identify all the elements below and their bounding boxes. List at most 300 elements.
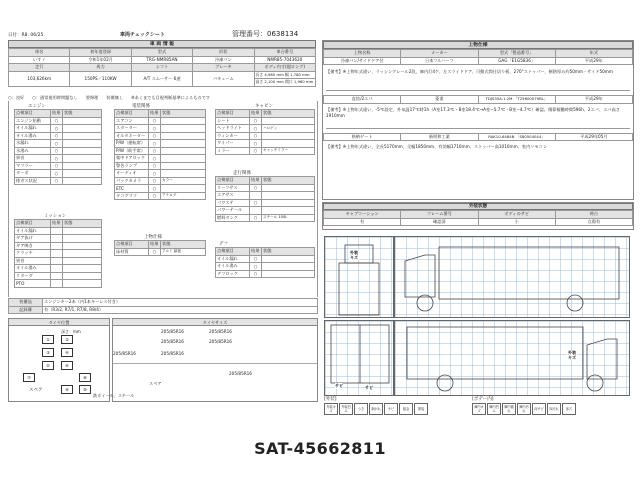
truck-top-view-left [325, 237, 395, 319]
engine-note [63, 117, 102, 125]
mission-result[interactable] [51, 250, 63, 258]
outer-legend-box: サビ [384, 403, 398, 415]
running-result[interactable]: ○ [250, 199, 262, 207]
legend-good: ○：良好 [8, 95, 25, 100]
cabin-note [262, 117, 315, 125]
mgmt-no-label: 管理番号： [232, 30, 267, 38]
mission-row [15, 265, 102, 273]
cabin-row [216, 117, 315, 125]
mission-row [15, 235, 102, 243]
outer-legend-box: 外装凹み [339, 403, 353, 415]
engine-row [15, 155, 102, 163]
remarks-equip-value: エンジンキー2本（内1本キーレス付き） [43, 299, 318, 307]
vi-h-mileage: 走行 [9, 64, 70, 72]
outer-legend-box: 外装キズ [324, 403, 338, 415]
mission-item: リターダ [15, 272, 51, 280]
exterior-panel [322, 202, 634, 230]
mission-row [15, 242, 102, 250]
mission-col-result: 結果 [51, 220, 63, 228]
running-col-item: 点検項目 [216, 177, 250, 185]
diff-col-result: 結果 [250, 248, 262, 256]
engine-row [15, 125, 102, 133]
mission-col-state: 状態 [63, 220, 102, 228]
cooler-maker: 菱重 [401, 96, 478, 104]
electrical-block [114, 103, 206, 200]
engine-result[interactable]: ○ [51, 132, 63, 140]
mission-result[interactable] [51, 257, 63, 265]
gate-year: 平成29年05月 [555, 133, 632, 141]
electrical-item: バックカメラ [115, 177, 149, 185]
running-item: エアサス [216, 192, 250, 200]
running-row [216, 192, 315, 200]
electrical-note: アナログ [161, 192, 206, 200]
vi-h-shape: 形状 [193, 49, 254, 57]
ex-bed: 点傷有 [555, 218, 632, 226]
vi-h-chassis: 車台番号 [254, 49, 315, 57]
gate-table [323, 133, 633, 142]
tire-pos-8[interactable]: ⑧ [79, 373, 91, 382]
mission-note [63, 227, 102, 235]
sheet-title: 車両チェックシート [120, 32, 165, 38]
inner-legend-box: 庫内割れ [502, 403, 516, 415]
body-spec-panel [322, 40, 634, 200]
vi-h-model: 型式 [131, 49, 192, 57]
engine-item: 水漏れ [15, 140, 51, 148]
engine-item: エンジン始動 [15, 117, 51, 125]
mission-item: ギア抜け [15, 235, 51, 243]
damage-tag-rust-right: サビ [365, 385, 373, 390]
mission-rows [15, 227, 102, 287]
electrical-row [115, 117, 206, 125]
cabin-note: キャッチミラー [262, 147, 315, 155]
mission-result[interactable] [51, 272, 63, 280]
vehicle-info-table [8, 40, 316, 87]
electrical-result[interactable]: ○ [149, 192, 161, 200]
legend-none: 装備無し [106, 95, 124, 100]
mission-result[interactable] [51, 235, 63, 243]
diff-table [215, 247, 315, 278]
damage-tag-rust-left: サビ [335, 383, 343, 388]
date-label: 日付：R8. 06/25 [8, 33, 44, 38]
vi-mileage: 103,626km [9, 71, 70, 86]
running-col-result: 結果 [250, 177, 262, 185]
vi-name: いすゞ [9, 56, 70, 64]
legend-ok: ○：通常使用時問題なし [32, 95, 78, 100]
inner-legend-box: 庫内汚れ [517, 403, 531, 415]
running-result[interactable]: ○ [250, 214, 262, 222]
electrical-row [115, 132, 206, 140]
tire-size-5: 205/85R16 [113, 351, 136, 356]
diff-block [215, 241, 315, 278]
truck-side-left-diagram [394, 236, 630, 318]
engine-item: マフラー [15, 162, 51, 170]
engine-result[interactable]: ○ [51, 147, 63, 155]
electrical-note [161, 155, 206, 163]
mission-result[interactable] [51, 280, 63, 288]
engine-result[interactable]: ○ [51, 162, 63, 170]
running-note [262, 184, 315, 192]
gate-maker: 新明和工業 [401, 133, 478, 141]
mission-note [63, 265, 102, 273]
tire-depth-label: 深さ：mm [61, 329, 81, 334]
outer-legend [324, 396, 436, 415]
tire-pos-3[interactable]: ③ [42, 348, 54, 357]
electrical-item: 警告ランプ [115, 162, 149, 170]
bs-h-year: 年式 [555, 50, 632, 58]
body-equip-result[interactable]: ○ [149, 248, 161, 256]
outer-legend-box: うき [354, 403, 368, 415]
mission-title: ミッション [44, 214, 67, 219]
mgmt-no-value: 0638134 [267, 30, 299, 38]
truck-side-view-left [395, 237, 631, 319]
engine-row [15, 162, 102, 170]
inner-legend-box: 床サビ [532, 403, 546, 415]
cabin-result[interactable]: ○ [250, 140, 262, 148]
electrical-result[interactable]: ○ [149, 177, 161, 185]
running-block [215, 170, 315, 222]
body-equip-row [115, 248, 206, 256]
mission-item: PTO [15, 280, 51, 288]
tire-wheel-type: 鉄ホイール，スチール [93, 393, 135, 398]
vi-brake: バキューム [193, 71, 254, 86]
cabin-rows [216, 117, 315, 155]
ex-frame: 確認済 [401, 218, 478, 226]
electrical-row [115, 155, 206, 163]
electrical-note [161, 170, 206, 178]
tire-pos-2[interactable]: ② [61, 335, 73, 344]
engine-row [15, 140, 102, 148]
legend-note: ※あくまでも目視判断基準によるものです [131, 95, 210, 100]
mission-result[interactable] [51, 227, 63, 235]
cabin-item: ヘッドライト [216, 125, 250, 133]
mission-note [63, 235, 102, 243]
electrical-item: P/W（運転席） [115, 140, 149, 148]
mission-item: ギア鳴き [15, 242, 51, 250]
tire-size-3: 205/85R16 [161, 339, 184, 344]
electrical-result[interactable]: ○ [149, 185, 161, 193]
electrical-rows [115, 117, 206, 200]
tire-pos-9[interactable]: ⑨ [61, 385, 73, 394]
vi-h-shift: シフト [131, 64, 192, 72]
body-equip-note: アルミ 縞板 [161, 248, 206, 256]
engine-row [15, 147, 102, 155]
engine-title: エンジン [28, 104, 46, 109]
running-col-state: 状態 [262, 177, 315, 185]
vi-h-first-reg: 初年度登録 [70, 49, 131, 57]
electrical-row [115, 185, 206, 193]
remarks-record-label: 記録簿 [9, 306, 43, 314]
engine-item: 水滲み [15, 147, 51, 155]
body-spec-table [323, 49, 633, 65]
body-spec-note-2: 【備考】※上物年式違い、-5℃設定、外気温17℃時1h（A室17.3℃・B室18.4℃→A室−5.7℃・B室−4.7℃）確認。積算稼働時間596h、2エバ、エバ高さ1910mm [326, 107, 630, 129]
engine-table [14, 109, 102, 185]
ex-h-rust: ボディのサビ [478, 211, 555, 219]
gate-name: 格納ゲート [324, 133, 401, 141]
footer-code: SAT-45662811 [254, 439, 386, 458]
body-equip-col-state: 状態 [161, 241, 206, 249]
cabin-result[interactable]: ○ [250, 125, 262, 133]
running-row [216, 207, 315, 215]
electrical-result[interactable]: ○ [149, 147, 161, 155]
mission-col-item: 点検項目 [15, 220, 51, 228]
engine-result[interactable]: ○ [51, 117, 63, 125]
running-row [216, 199, 315, 207]
cabin-row [216, 125, 315, 133]
electrical-note [161, 147, 206, 155]
cabin-title: キャビン [255, 104, 273, 109]
running-title: 走行関係 [233, 171, 251, 176]
mission-note [63, 280, 102, 288]
inner-legend-box: 庫内凹み [487, 403, 501, 415]
engine-note [63, 140, 102, 148]
diff-item: オイル漏れ [216, 255, 250, 263]
tire-pos-10[interactable]: ⑩ [79, 385, 91, 394]
electrical-result[interactable]: ○ [149, 170, 161, 178]
diff-result[interactable]: ○ [250, 270, 262, 278]
running-note [262, 199, 315, 207]
electrical-col-result: 結果 [149, 110, 161, 118]
body-equip-block [114, 234, 206, 256]
electrical-note [161, 140, 206, 148]
diff-col-state: 状態 [262, 248, 315, 256]
electrical-note [161, 132, 206, 140]
engine-result[interactable]: ○ [51, 177, 63, 185]
running-note [262, 207, 315, 215]
electrical-col-state: 状態 [161, 110, 206, 118]
mission-row [15, 227, 102, 235]
engine-result[interactable]: ○ [51, 140, 63, 148]
running-rows [216, 184, 315, 222]
electrical-row [115, 162, 206, 170]
running-item: 燃料タンク [216, 214, 250, 222]
cabin-item: ワイパー [216, 140, 250, 148]
running-result[interactable] [250, 207, 262, 215]
vi-model: TRG-NMR85AN [131, 56, 192, 64]
cabin-item: ミラー [216, 147, 250, 155]
cabin-result[interactable]: ○ [250, 117, 262, 125]
tire-size-spare: 205/85R16 [229, 371, 252, 376]
mission-item: クラッチ [15, 250, 51, 258]
cabin-row [216, 132, 315, 140]
electrical-col-item: 点検項目 [115, 110, 149, 118]
cabin-result[interactable]: ○ [250, 147, 262, 155]
cabin-row [216, 140, 315, 148]
inner-legend-box: 庫内キズ [472, 403, 486, 415]
truck-side-right-diagram [394, 320, 630, 396]
engine-col-state: 状態 [63, 110, 102, 118]
cooler-table [323, 95, 633, 104]
diff-note [262, 255, 315, 263]
diff-item: オイル滲み [216, 263, 250, 271]
cabin-block [215, 103, 315, 155]
mission-note [63, 257, 102, 265]
running-item: リーフサス [216, 184, 250, 192]
diff-note [262, 270, 315, 278]
bs-maker: 日本フルハーフ [401, 57, 478, 65]
mission-note [63, 272, 102, 280]
cabin-table [215, 109, 315, 155]
engine-item: 排ガス状況 [15, 177, 51, 185]
diff-rows [216, 255, 315, 278]
bs-year: 平成29年 [555, 57, 632, 65]
gate-model: RAK10-6484N 「S80504044」 [478, 133, 555, 141]
electrical-note [161, 117, 206, 125]
cabin-col-result: 結果 [250, 110, 262, 118]
cooler-year: 平成29年 [555, 96, 632, 104]
tire-size-2: 205/85R16 [209, 329, 232, 334]
running-row [216, 214, 315, 222]
engine-row [15, 170, 102, 178]
electrical-result[interactable]: ○ [149, 132, 161, 140]
electrical-row [115, 177, 206, 185]
engine-result[interactable]: ○ [51, 155, 63, 163]
engine-item: オイル漏れ [15, 125, 51, 133]
electrical-result[interactable]: ○ [149, 155, 161, 163]
mission-block [14, 213, 102, 288]
bs-h-maker: メーカー [401, 50, 478, 58]
vi-dims: 長さ 4,960 mm 幅 1,780 mm [254, 71, 315, 79]
electrical-note [161, 185, 206, 193]
cabin-item: ウィンカー [216, 132, 250, 140]
vi-h-name: 車名 [9, 49, 70, 57]
management-number [232, 29, 298, 39]
ex-h-frame: フレーム番号 [401, 211, 478, 219]
mission-result[interactable] [51, 242, 63, 250]
mission-table [14, 219, 102, 288]
outer-legend-box: 板金 [399, 403, 413, 415]
inner-legend-box: 床穴 [562, 403, 576, 415]
electrical-note [161, 125, 206, 133]
damage-tag-left: 外装キズ [350, 250, 358, 260]
mission-note [63, 250, 102, 258]
electrical-item: P/W（助手席） [115, 147, 149, 155]
body-spec-note-1: 【備考】※上物年式違い、ラッシングレール2段、庫内灯4ケ、左スライドドア、可動式間仕切り板、270°ストッパー、断熱厚み約50mm・サイド50mm [326, 69, 630, 91]
inner-legend-box: 床汚れ [547, 403, 561, 415]
engine-note [63, 125, 102, 133]
truck-front-diagram [324, 320, 394, 396]
tire-pos-7[interactable]: ⑦ [23, 373, 35, 382]
electrical-table [114, 109, 206, 200]
engine-note [63, 147, 102, 155]
damage-tag-right: 外装キズ [568, 350, 576, 360]
cooler-model: TDJS35A-1.2M 「T25600079BL」 [478, 96, 555, 104]
running-item: パワステ [216, 199, 250, 207]
body-equip-table [114, 240, 206, 256]
truck-side-view-right [395, 321, 631, 397]
running-table [215, 176, 315, 222]
cooler-name: 直結/2エバ [324, 96, 401, 104]
engine-note [63, 155, 102, 163]
outer-legend-boxes [324, 403, 436, 415]
body-equip-col-item: 点検項目 [115, 241, 149, 249]
vi-first-reg: 令和1年02月 [70, 56, 131, 64]
inner-legend [472, 396, 628, 415]
engine-row [15, 132, 102, 140]
electrical-item: スターター [115, 125, 149, 133]
tire-size-panel [93, 318, 318, 402]
electrical-row [115, 170, 206, 178]
running-result[interactable] [250, 192, 262, 200]
running-note: スチール 100L [262, 214, 315, 222]
mission-result[interactable] [51, 265, 63, 273]
ex-h-caution: キャブコーション [324, 211, 401, 219]
ex-caution: 有 [324, 218, 401, 226]
outer-legend-box: 剥がれ [369, 403, 383, 415]
engine-note [63, 170, 102, 178]
diff-result[interactable]: ○ [250, 263, 262, 271]
engine-note [63, 177, 102, 185]
exterior-table [323, 210, 633, 226]
electrical-result[interactable]: ○ [149, 162, 161, 170]
body-equip-title: 上物仕様 [144, 235, 162, 240]
diff-row [216, 255, 315, 263]
ex-rust: 小 [478, 218, 555, 226]
tire-size-6: 205/85R16 [161, 351, 184, 356]
running-item: パワーテール [216, 207, 250, 215]
diff-row [216, 270, 315, 278]
body-spec-note-3: 【備考】※上物年式違い、全長5170mm、全幅1850mm、有効幅1710mm、ストッパー高1010mm、室内リモコン [326, 144, 548, 149]
running-row [216, 184, 315, 192]
body-equip-col-result: 結果 [149, 241, 161, 249]
diff-note [262, 263, 315, 271]
engine-result[interactable]: ○ [51, 170, 63, 178]
body-equip-rows [115, 248, 206, 256]
diff-title: デフ [219, 242, 228, 247]
engine-note [63, 132, 102, 140]
ex-h-bed: 荷台 [555, 211, 632, 219]
tire-map-title: タイヤ位置 [9, 319, 109, 326]
electrical-result[interactable]: ○ [149, 140, 161, 148]
tire-pos-6[interactable]: ⑥ [61, 361, 73, 370]
electrical-result[interactable]: ○ [149, 117, 161, 125]
tire-pos-1[interactable]: ① [42, 335, 54, 344]
mission-item: 異音 [15, 257, 51, 265]
cabin-note [262, 140, 315, 148]
diff-result[interactable]: ○ [250, 255, 262, 263]
vehicle-info-grid [8, 48, 316, 87]
electrical-item: エアコン [115, 117, 149, 125]
engine-col-result: 結果 [51, 110, 63, 118]
engine-item: オイル滲み [15, 132, 51, 140]
vi-power: 150PS／110KW [70, 71, 131, 86]
running-result[interactable]: ○ [250, 184, 262, 192]
tire-spare-label: スペア [29, 388, 43, 393]
electrical-item: ETC [115, 185, 149, 193]
engine-rows [15, 117, 102, 185]
engine-note [63, 162, 102, 170]
cabin-result[interactable]: ○ [250, 132, 262, 140]
tire-size-1: 205/85R16 [161, 329, 184, 334]
vi-h-brake: ブレーキ [193, 64, 254, 72]
tire-pos-4[interactable]: ④ [61, 348, 73, 357]
remarks-record-value: 有（R3/2, R7/1, R7/8, R8/4） [43, 306, 318, 314]
bs-name: 冷凍バン/サイドドア付 [324, 57, 401, 65]
vi-h-power: 馬力 [70, 64, 131, 72]
electrical-row [115, 147, 206, 155]
engine-item: 異音 [15, 155, 51, 163]
engine-block [14, 103, 102, 185]
electrical-note [161, 162, 206, 170]
tire-size-title: タイヤサイズ [113, 319, 317, 326]
bs-h-name: 上物名称 [324, 50, 401, 58]
body-equip-item: 床材質 [115, 248, 149, 256]
tire-pos-5[interactable]: ⑤ [42, 361, 54, 370]
mission-row [15, 257, 102, 265]
engine-result[interactable]: ○ [51, 125, 63, 133]
vehicle-info-title: 車 両 情 報 [8, 40, 316, 48]
electrical-result[interactable]: ○ [149, 125, 161, 133]
cabin-item: シート [216, 117, 250, 125]
